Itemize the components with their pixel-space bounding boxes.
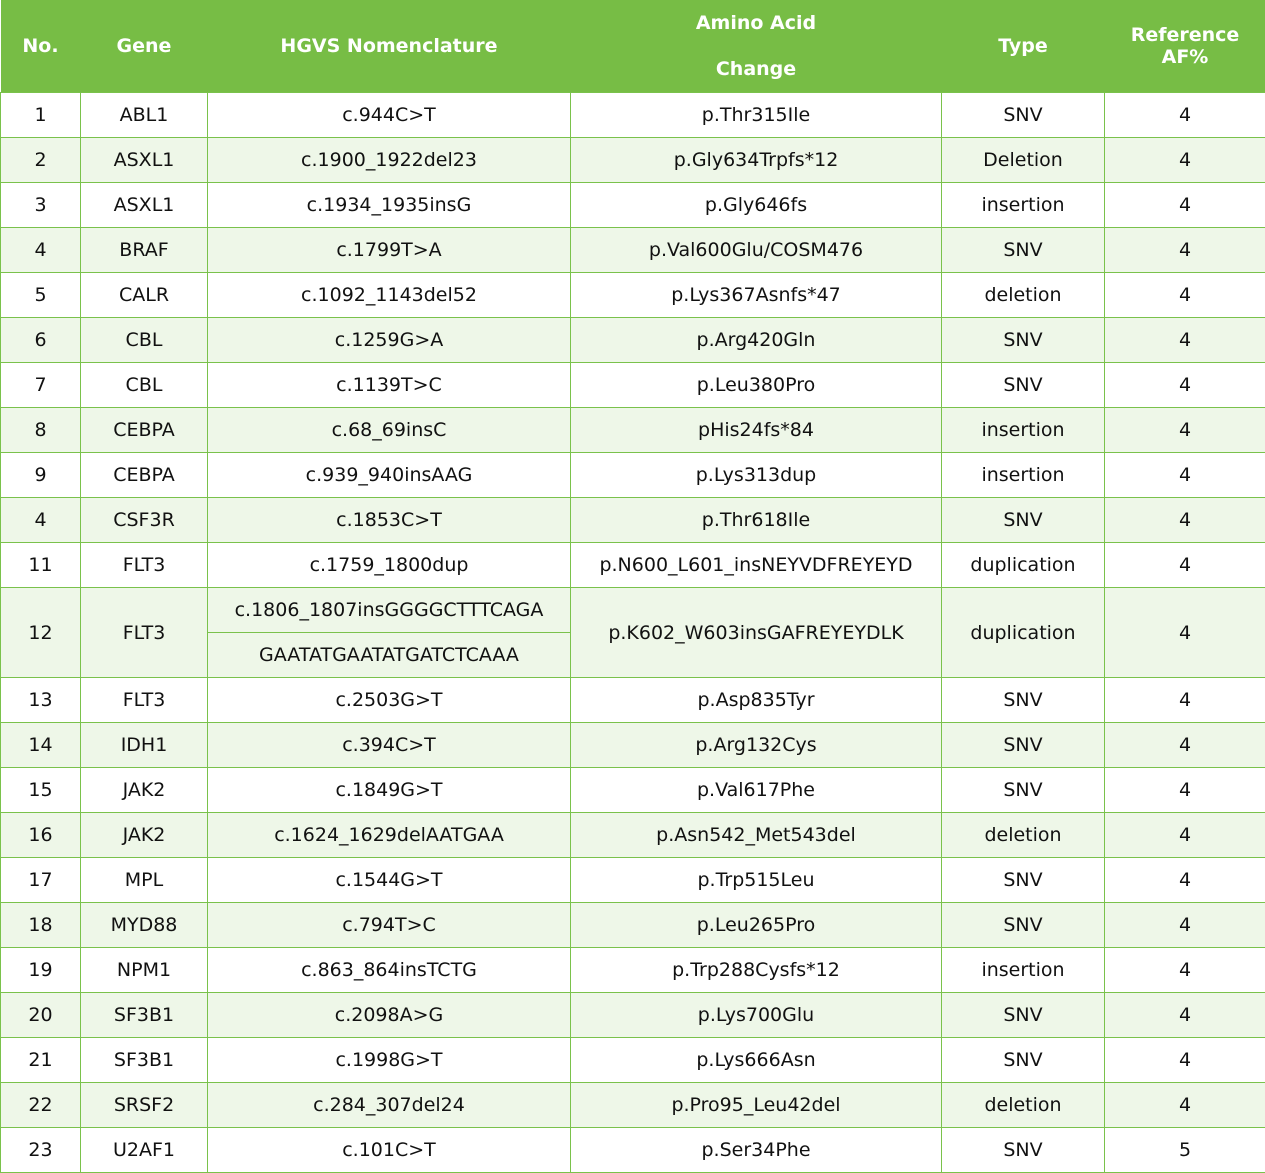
cell-type: SNV (942, 93, 1105, 138)
cell-reference-af: 4 (1105, 363, 1265, 408)
cell-no: 7 (1, 363, 81, 408)
cell-type: SNV (942, 723, 1105, 768)
cell-no: 19 (1, 948, 81, 993)
cell-type: deletion (942, 273, 1105, 318)
cell-reference-af: 4 (1105, 903, 1265, 948)
cell-reference-af: 4 (1105, 723, 1265, 768)
cell-hgvs: c.1544G>T (208, 858, 571, 903)
cell-gene: ASXL1 (81, 183, 208, 228)
cell-gene: FLT3 (81, 588, 208, 678)
cell-type: SNV (942, 768, 1105, 813)
table-row (1, 543, 1265, 588)
table-row (1, 363, 1265, 408)
cell-hgvs: c.2098A>G (208, 993, 571, 1038)
cell-gene: SRSF2 (81, 1083, 208, 1128)
header-aa-line1: Amino Acid (571, 0, 942, 46)
cell-hgvs: c.1759_1800dup (208, 543, 571, 588)
cell-gene: MYD88 (81, 903, 208, 948)
table-row (1, 1038, 1265, 1083)
cell-amino-acid-change: p.Asp835Tyr (571, 678, 942, 723)
cell-amino-acid-change: p.Arg420Gln (571, 318, 942, 363)
cell-amino-acid-change: p.Trp288Cysfs*12 (571, 948, 942, 993)
cell-amino-acid-change: p.Ser34Phe (571, 1128, 942, 1173)
header-no: No. (1, 0, 81, 93)
cell-reference-af: 4 (1105, 948, 1265, 993)
table-body (1, 93, 1265, 1173)
cell-gene: U2AF1 (81, 1128, 208, 1173)
cell-type: SNV (942, 1128, 1105, 1173)
cell-no: 11 (1, 543, 81, 588)
cell-hgvs: c.68_69insC (208, 408, 571, 453)
cell-hgvs: c.1849G>T (208, 768, 571, 813)
table-row (1, 183, 1265, 228)
cell-no: 15 (1, 768, 81, 813)
cell-reference-af: 4 (1105, 1038, 1265, 1083)
cell-hgvs: c.1259G>A (208, 318, 571, 363)
cell-no: 6 (1, 318, 81, 363)
cell-gene: BRAF (81, 228, 208, 273)
cell-gene: SF3B1 (81, 993, 208, 1038)
table-header (1, 0, 1265, 93)
header-amino-acid-change (571, 0, 942, 93)
cell-amino-acid-change: p.Thr618Ile (571, 498, 942, 543)
header-type: Type (942, 0, 1105, 93)
cell-type: duplication (942, 588, 1105, 678)
cell-amino-acid-change: p.N600_L601_insNEYVDFREYEYD (571, 543, 942, 588)
cell-hgvs: c.794T>C (208, 903, 571, 948)
cell-type: SNV (942, 228, 1105, 273)
cell-reference-af: 4 (1105, 678, 1265, 723)
table-row (1, 408, 1265, 453)
table-row (1, 813, 1265, 858)
cell-no: 5 (1, 273, 81, 318)
cell-gene: CALR (81, 273, 208, 318)
cell-hgvs: c.944C>T (208, 93, 571, 138)
cell-gene: CEBPA (81, 453, 208, 498)
cell-no: 3 (1, 183, 81, 228)
cell-type: insertion (942, 453, 1105, 498)
table-row (1, 138, 1265, 183)
cell-amino-acid-change: p.Trp515Leu (571, 858, 942, 903)
cell-reference-af: 4 (1105, 498, 1265, 543)
header-gene: Gene (81, 0, 208, 93)
table-row (1, 1128, 1265, 1173)
cell-gene: JAK2 (81, 768, 208, 813)
cell-amino-acid-change: p.Pro95_Leu42del (571, 1083, 942, 1128)
cell-reference-af: 4 (1105, 588, 1265, 678)
table-row (1, 768, 1265, 813)
cell-amino-acid-change: p.Val617Phe (571, 768, 942, 813)
cell-type: SNV (942, 498, 1105, 543)
cell-reference-af: 4 (1105, 93, 1265, 138)
cell-hgvs: c.101C>T (208, 1128, 571, 1173)
cell-type: duplication (942, 543, 1105, 588)
cell-gene: MPL (81, 858, 208, 903)
table-row (1, 498, 1265, 543)
cell-amino-acid-change: p.K602_W603insGAFREYEYDLK (571, 588, 942, 678)
table-row (1, 948, 1265, 993)
table-row (1, 993, 1265, 1038)
cell-reference-af: 5 (1105, 1128, 1265, 1173)
cell-reference-af: 4 (1105, 993, 1265, 1038)
cell-hgvs: c.1900_1922del23 (208, 138, 571, 183)
cell-type: insertion (942, 408, 1105, 453)
cell-amino-acid-change: p.Gly646fs (571, 183, 942, 228)
cell-type: SNV (942, 363, 1105, 408)
cell-hgvs: c.1853C>T (208, 498, 571, 543)
cell-no: 2 (1, 138, 81, 183)
cell-gene: CBL (81, 318, 208, 363)
cell-reference-af: 4 (1105, 183, 1265, 228)
cell-gene: FLT3 (81, 543, 208, 588)
table-row (1, 678, 1265, 723)
cell-amino-acid-change: p.Asn542_Met543del (571, 813, 942, 858)
cell-no: 1 (1, 93, 81, 138)
cell-type: SNV (942, 903, 1105, 948)
cell-no: 4 (1, 498, 81, 543)
cell-hgvs: c.1624_1629delAATGAA (208, 813, 571, 858)
cell-reference-af: 4 (1105, 228, 1265, 273)
cell-hgvs-line2: GAATATGAATATGATCTCAAA (208, 633, 571, 678)
cell-type: SNV (942, 858, 1105, 903)
cell-amino-acid-change: p.Thr315Ile (571, 93, 942, 138)
cell-amino-acid-change: p.Lys700Glu (571, 993, 942, 1038)
cell-no: 4 (1, 228, 81, 273)
table-row (1, 858, 1265, 903)
table-row (1, 723, 1265, 768)
header-aa-line2: Change (571, 46, 942, 92)
cell-no: 18 (1, 903, 81, 948)
table-row (1, 93, 1265, 138)
cell-reference-af: 4 (1105, 543, 1265, 588)
cell-amino-acid-change: p.Leu380Pro (571, 363, 942, 408)
cell-type: insertion (942, 183, 1105, 228)
cell-no: 16 (1, 813, 81, 858)
cell-hgvs: c.394C>T (208, 723, 571, 768)
table-row (1, 588, 1265, 633)
cell-gene: ABL1 (81, 93, 208, 138)
header-reference-af: Reference AF% (1105, 0, 1265, 93)
cell-no: 12 (1, 588, 81, 678)
cell-gene: SF3B1 (81, 1038, 208, 1083)
cell-gene: CEBPA (81, 408, 208, 453)
cell-gene: CSF3R (81, 498, 208, 543)
cell-no: 9 (1, 453, 81, 498)
cell-type: insertion (942, 948, 1105, 993)
cell-gene: CBL (81, 363, 208, 408)
cell-reference-af: 4 (1105, 138, 1265, 183)
cell-amino-acid-change: p.Gly634Trpfs*12 (571, 138, 942, 183)
cell-reference-af: 4 (1105, 858, 1265, 903)
cell-hgvs: c.1934_1935insG (208, 183, 571, 228)
cell-hgvs: c.1998G>T (208, 1038, 571, 1083)
cell-amino-acid-change: p.Lys367Asnfs*47 (571, 273, 942, 318)
cell-gene: JAK2 (81, 813, 208, 858)
cell-type: SNV (942, 1038, 1105, 1083)
cell-amino-acid-change: pHis24fs*84 (571, 408, 942, 453)
table-row (1, 1083, 1265, 1128)
cell-hgvs: c.1139T>C (208, 363, 571, 408)
cell-reference-af: 4 (1105, 768, 1265, 813)
table-row (1, 453, 1265, 498)
cell-gene: ASXL1 (81, 138, 208, 183)
cell-reference-af: 4 (1105, 273, 1265, 318)
cell-hgvs: c.1092_1143del52 (208, 273, 571, 318)
cell-reference-af: 4 (1105, 1083, 1265, 1128)
cell-amino-acid-change: p.Lys666Asn (571, 1038, 942, 1083)
cell-hgvs: c.939_940insAAG (208, 453, 571, 498)
cell-type: Deletion (942, 138, 1105, 183)
cell-gene: NPM1 (81, 948, 208, 993)
cell-gene: IDH1 (81, 723, 208, 768)
cell-type: SNV (942, 318, 1105, 363)
cell-type: deletion (942, 1083, 1105, 1128)
cell-no: 20 (1, 993, 81, 1038)
cell-hgvs: c.2503G>T (208, 678, 571, 723)
cell-no: 21 (1, 1038, 81, 1083)
cell-type: deletion (942, 813, 1105, 858)
cell-type: SNV (942, 993, 1105, 1038)
cell-amino-acid-change: p.Leu265Pro (571, 903, 942, 948)
header-hgvs: HGVS Nomenclature (208, 0, 571, 93)
cell-hgvs: c.1806_1807insGGGGCTTTCAGA (208, 588, 571, 633)
table-row (1, 273, 1265, 318)
cell-reference-af: 4 (1105, 453, 1265, 498)
table-row (1, 228, 1265, 273)
cell-hgvs: c.1799T>A (208, 228, 571, 273)
cell-type: SNV (942, 678, 1105, 723)
cell-gene: FLT3 (81, 678, 208, 723)
cell-no: 23 (1, 1128, 81, 1173)
cell-hgvs: c.863_864insTCTG (208, 948, 571, 993)
cell-reference-af: 4 (1105, 408, 1265, 453)
cell-amino-acid-change: p.Arg132Cys (571, 723, 942, 768)
table-row (1, 903, 1265, 948)
cell-reference-af: 4 (1105, 318, 1265, 363)
table-row (1, 318, 1265, 363)
cell-no: 8 (1, 408, 81, 453)
cell-amino-acid-change: p.Val600Glu/COSM476 (571, 228, 942, 273)
cell-no: 13 (1, 678, 81, 723)
cell-no: 17 (1, 858, 81, 903)
cell-amino-acid-change: p.Lys313dup (571, 453, 942, 498)
cell-no: 14 (1, 723, 81, 768)
cell-no: 22 (1, 1083, 81, 1128)
cell-reference-af: 4 (1105, 813, 1265, 858)
cell-hgvs: c.284_307del24 (208, 1083, 571, 1128)
